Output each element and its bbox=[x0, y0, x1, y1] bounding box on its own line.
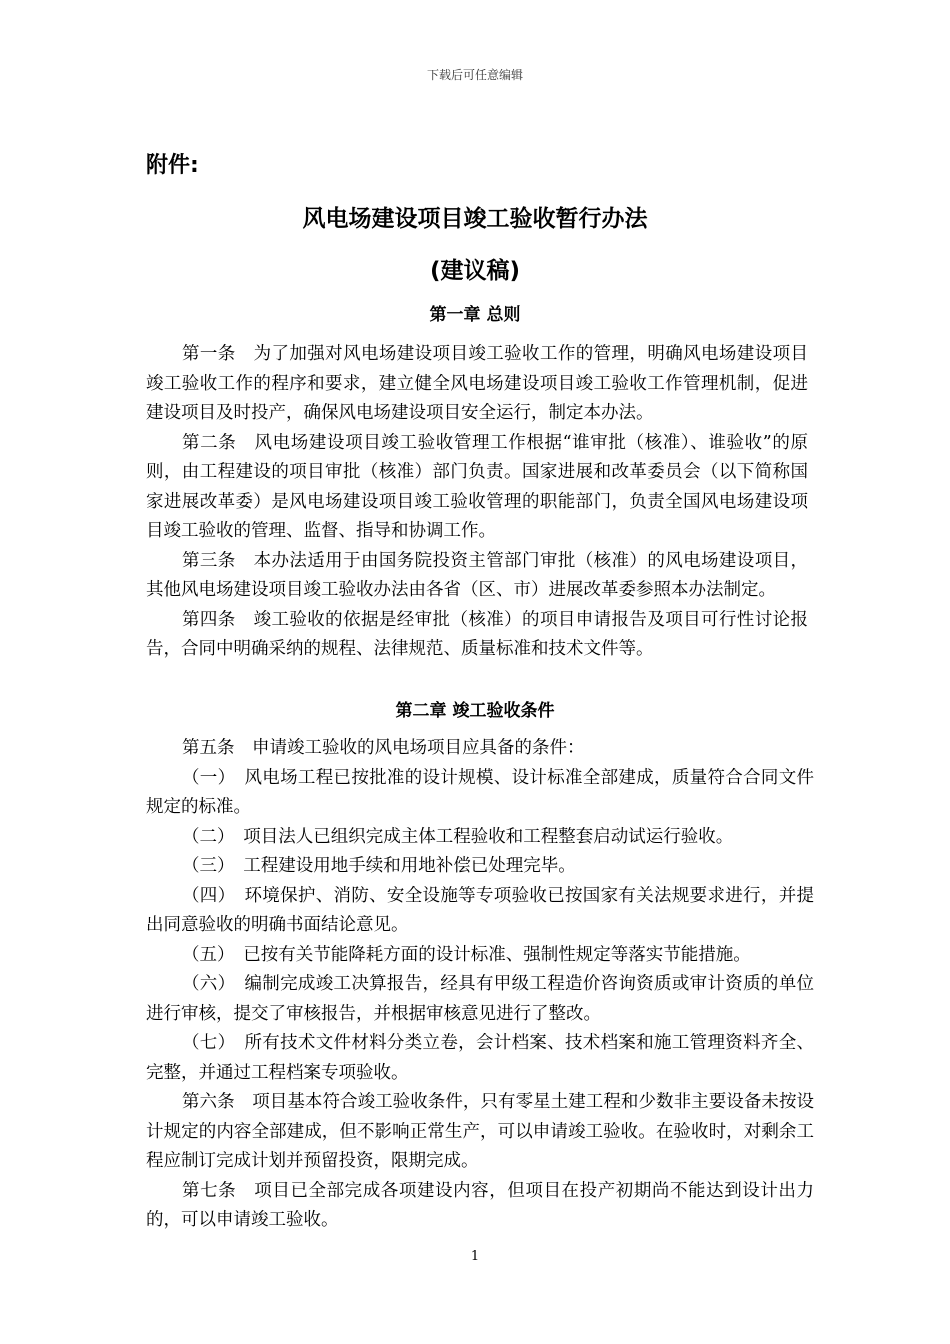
list-item: （三） 工程建设用地手续和用地补偿已处理完毕。 bbox=[182, 856, 576, 876]
article-paragraph: 第二条 风电场建设项目竣工验收管理工作根据“谁审批（核准）、谁验收”的原则，由工程建设的项目审批（核准）部门负责。国家进展和改革委员会（以下简称国家进展改革委）是风电场建设项目竣工验收管理的职能部门，负责全国风电场建设项目竣工验收的管理、监督、指导和协调工作。 bbox=[146, 432, 808, 541]
document-subtitle: (建议稿) bbox=[429, 258, 521, 284]
list-item: （四） 环境保护、消防、安全设施等专项验收已按国家有关法规要求进行，并提出同意验收的明确书面结论意见。 bbox=[146, 885, 814, 935]
article-paragraph: 第一条 为了加强对风电场建设项目竣工验收工作的管理，明确风电场建设项目竣工验收工作的程序和要求，建立健全风电场建设项目竣工验收工作管理机制，促进建设项目及时投产，确保风电场建设项目安全运行，制定本办法。 bbox=[146, 344, 808, 423]
article-paragraph: 第三条 本办法适用于由国务院投资主管部门审批（核准）的风电场建设项目，其他风电场建设项目竣工验收办法由各省（区、市）进展改革委参照本办法制定。 bbox=[146, 550, 808, 600]
list-item: （二） 项目法人已组织完成主体工程验收和工程整套启动试运行验收。 bbox=[182, 826, 734, 847]
chapter-2-body bbox=[146, 734, 814, 1236]
article-paragraph: 第五条 申请竣工验收的风电场项目应具备的条件： bbox=[182, 738, 585, 758]
list-item: （五） 已按有关节能降耗方面的设计标准、强制性规定等落实节能措施。 bbox=[182, 944, 751, 965]
chapter-heading: 第一章 总则 bbox=[429, 305, 521, 325]
list-item: （一） 风电场工程已按批准的设计规模、设计标准全部建成，质量符合合同文件规定的标准。 bbox=[146, 767, 814, 817]
list-item: （六） 编制完成竣工决算报告，经具有甲级工程造价咨询资质或审计资质的单位进行审核，提交了审核报告，并根据审核意见进行了整改。 bbox=[146, 974, 814, 1024]
chapter-1-body bbox=[146, 340, 808, 665]
attachment-label: 附件: bbox=[146, 153, 199, 178]
chapter-heading: 第二章 竣工验收条件 bbox=[395, 701, 555, 721]
article-paragraph: 第七条 项目已全部完成各项建设内容，但项目在投产初期尚不能达到设计出力的，可以申请竣工验收。 bbox=[146, 1180, 814, 1230]
article-paragraph: 第六条 项目基本符合竣工验收条件，只有零星土建工程和少数非主要设备未按设计规定的内容全部建成，但不影响正常生产，可以申请竣工验收。在验收时，对剩余工程应制订完成计划并预留投资，限期完成。 bbox=[146, 1092, 814, 1171]
page-header: 下载后可任意编辑 bbox=[426, 68, 523, 82]
list-item: （七） 所有技术文件材料分类立卷，会计档案、技术档案和施工管理资料齐全、完整，并通过工程档案专项验收。 bbox=[146, 1033, 814, 1083]
article-paragraph: 第四条 竣工验收的依据是经审批（核准）的项目申请报告及项目可行性讨论报告，合同中明确采纳的规程、法律规范、质量标准和技术文件等。 bbox=[146, 609, 808, 659]
page-number: 1 bbox=[470, 1249, 480, 1264]
document-title: 风电场建设项目竣工验收暂行办法 bbox=[302, 206, 648, 232]
